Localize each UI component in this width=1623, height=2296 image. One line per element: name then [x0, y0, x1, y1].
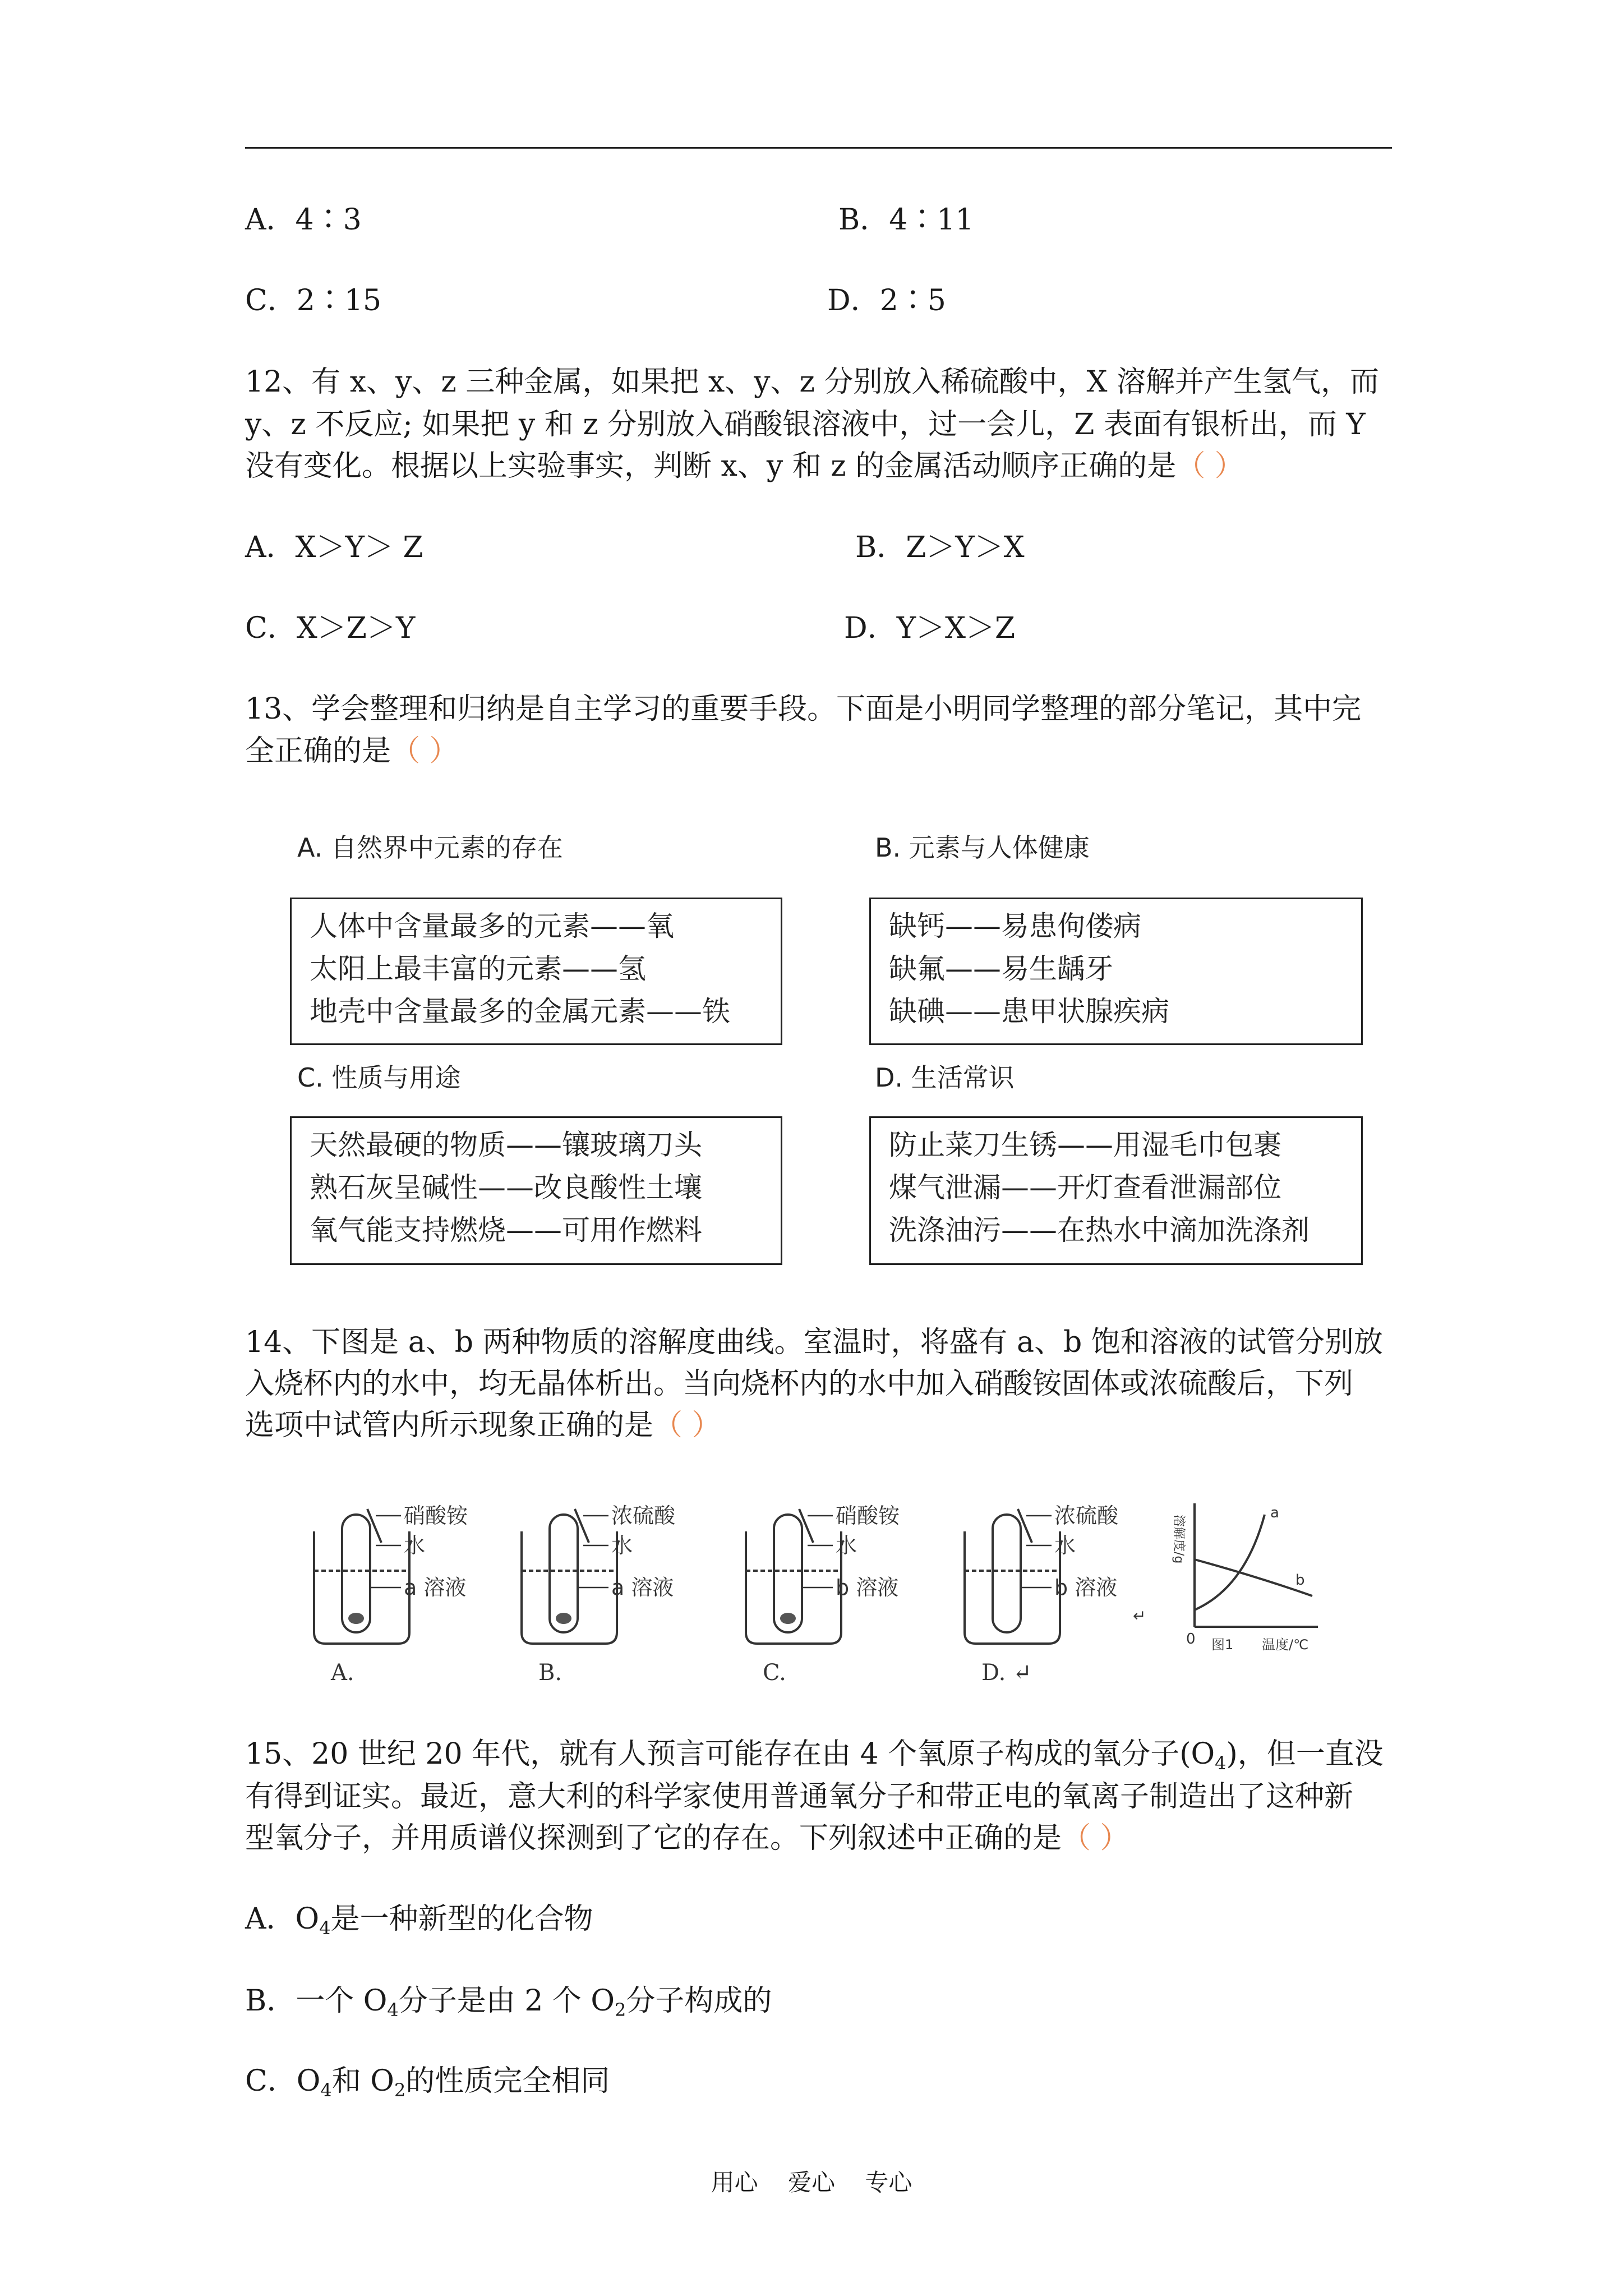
opt-text: 是一种新型的化合物: [330, 1902, 593, 1936]
box-b-line-2: 缺氟——易生龋牙: [889, 953, 1113, 985]
q13-box-b: [869, 898, 1363, 1045]
beaker-b-solution: a 溶液: [611, 1575, 674, 1600]
q11-option-c: C．2∶15: [245, 284, 382, 318]
beaker-c: [746, 1509, 841, 1644]
opt-text: C．O: [245, 2064, 321, 2098]
opt-text: 的性质完全相同: [405, 2064, 610, 2098]
box-a-line-3: 地壳中含量最多的金属元素——铁: [310, 995, 730, 1028]
crystal-blob-a: [348, 1613, 364, 1624]
q12-stem-text: 没有变化。根据以上实验事实，判断 x、y 和 z 的金属活动顺序正确的是: [245, 449, 1177, 483]
answer-parentheses: （ ）: [391, 734, 459, 768]
q12-option-b: B．Z＞Y＞X: [855, 531, 1025, 564]
beaker-a-solution: a 溶液: [404, 1575, 467, 1600]
q11-option-a: A．4∶3: [245, 203, 362, 237]
q12-option-d: D．Y＞X＞Z: [844, 611, 1016, 645]
graph-x-label: 温度/℃: [1262, 1637, 1309, 1653]
q12-stem-line-3: [245, 449, 1244, 483]
crystal-blob-c: [780, 1613, 796, 1624]
q12-option-c: C．X＞Z＞Y: [245, 611, 416, 645]
box-d-line-1: 防止菜刀生锈——用湿毛巾包裹: [889, 1129, 1281, 1161]
curve-b: [1195, 1559, 1312, 1596]
curve-b-label: b: [1295, 1572, 1305, 1589]
crystal-blob-b: [556, 1613, 571, 1624]
q13-box-a-title: A. 自然界中元素的存在: [297, 832, 563, 863]
beaker-d-solution: b 溶液: [1054, 1575, 1118, 1600]
q12-option-a: A．X＞Y＞ Z: [245, 531, 423, 564]
q13-box-d: [869, 1116, 1363, 1265]
beaker-c-caption: C.: [763, 1660, 786, 1686]
q11-option-d: D．2∶5: [827, 284, 946, 318]
box-b-line-3: 缺碘——患甲状腺疾病: [889, 995, 1169, 1028]
beaker-d-water: 水: [1054, 1533, 1076, 1558]
opt-text: 分子是由 2 个 O: [398, 1984, 615, 2018]
q13-box-b-title: B. 元素与人体健康: [875, 832, 1090, 863]
subscript: 2: [615, 1999, 626, 2021]
solubility-graph: [1195, 1503, 1318, 1627]
graph-caption: 图1: [1211, 1637, 1234, 1653]
q15-stem-text-b: )，但一直没: [1226, 1737, 1384, 1771]
box-a-line-1: 人体中含量最多的元素——氧: [310, 910, 674, 942]
q14-stem-line-1: 14、下图是 a、b 两种物质的溶解度曲线。室温时，将盛有 a、b 饱和溶液的试管分别放: [245, 1326, 1383, 1359]
q12-stem-line-2: y、z 不反应; 如果把 y 和 z 分别放入硝酸银溶液中，过一会儿，Z 表面有银析出，而 Y: [245, 408, 1366, 441]
q15-option-a: [245, 1902, 593, 1945]
q13-box-c-title: C. 性质与用途: [297, 1062, 461, 1093]
q13-box-c: [290, 1116, 782, 1265]
q11-option-b: B．4∶11: [838, 203, 974, 237]
box-a-line-2: 太阳上最丰富的元素——氢: [310, 953, 646, 985]
q12-stem-line-1: 12、有 x、y、z 三种金属，如果把 x、y、z 分别放入稀硫酸中，X 溶解并产生氢气，而: [245, 365, 1380, 399]
answer-parentheses: （ ）: [1176, 449, 1244, 483]
q15-stem-text: 型氧分子，并用质谱仪探测到了它的存在。下列叙述中正确的是: [245, 1821, 1062, 1855]
beaker-a-water: 水: [404, 1533, 426, 1558]
answer-parentheses: （ ）: [653, 1409, 721, 1442]
beaker-b-reagent: 浓硫酸: [611, 1503, 676, 1528]
opt-text: 和 O: [331, 2064, 394, 2098]
q15-stem-line-3: [245, 1821, 1129, 1855]
q15-stem-line-2: 有得到证实。最近，意大利的科学家使用普通氧分子和带正电的氧离子制造出了这种新: [245, 1780, 1354, 1814]
beaker-b-caption: B.: [538, 1660, 562, 1686]
beaker-b: [522, 1509, 617, 1644]
beaker-c-solution: b 溶液: [836, 1575, 899, 1600]
q13-stem-text: 全正确的是: [245, 734, 391, 768]
opt-text: A．O: [245, 1902, 320, 1936]
answer-parentheses: （ ）: [1062, 1821, 1129, 1855]
subscript: 4: [1215, 1752, 1227, 1774]
opt-text: B．一个 O: [245, 1984, 388, 2018]
q13-box-d-title: D. 生活常识: [875, 1062, 1015, 1093]
graph-y-label: 溶解度/g: [1172, 1515, 1186, 1564]
beaker-a-reagent: 硝酸铵: [404, 1503, 468, 1528]
q15-stem-line-1: [245, 1737, 1384, 1780]
beaker-a: [314, 1509, 409, 1644]
graph-origin: 0: [1186, 1631, 1196, 1648]
header-rule: [245, 147, 1392, 149]
opt-text: 分子构成的: [626, 1984, 772, 2018]
box-d-line-3: 洗涤油污——在热水中滴加洗涤剂: [889, 1214, 1310, 1246]
q15-stem-text-a: 15、20 世纪 20 年代，就有人预言可能存在由 4 个氧原子构成的氧分子(O: [245, 1737, 1215, 1771]
subscript: 2: [394, 2079, 406, 2101]
q13-box-a: [290, 898, 782, 1045]
q13-stem-line-1: 13、学会整理和归纳是自主学习的重要手段。下面是小明同学整理的部分笔记，其中完: [245, 692, 1362, 726]
subscript: 4: [319, 1917, 331, 1939]
q14-figure: [292, 1492, 1329, 1694]
box-c-line-2: 熟石灰呈碱性——改良酸性土壤: [310, 1171, 702, 1204]
subscript: 4: [320, 2079, 332, 2101]
q15-option-c: [245, 2064, 610, 2107]
q14-stem-line-3: [245, 1409, 721, 1442]
q15-option-b: [245, 1984, 772, 2027]
q13-stem-line-2: [245, 734, 459, 768]
q14-stem-text: 选项中试管内所示现象正确的是: [245, 1409, 654, 1442]
beaker-d-reagent: 浓硫酸: [1054, 1503, 1119, 1528]
beaker-c-water: 水: [836, 1533, 857, 1558]
box-b-line-1: 缺钙——易患佝偻病: [889, 910, 1141, 942]
beaker-d-caption: D. ↵: [981, 1660, 1032, 1686]
box-d-line-2: 煤气泄漏——开灯查看泄漏部位: [889, 1171, 1281, 1204]
box-c-line-3: 氧气能支持燃烧——可用作燃料: [310, 1214, 702, 1246]
subscript: 4: [387, 1999, 399, 2021]
return-mark: ↵: [1133, 1607, 1146, 1625]
q14-stem-line-2: 入烧杯内的水中，均无晶体析出。当向烧杯内的水中加入硝酸铵固体或浓硫酸后，下列: [245, 1367, 1354, 1401]
curve-a-label: a: [1270, 1504, 1279, 1521]
beaker-b-water: 水: [611, 1533, 633, 1558]
beaker-a-caption: A.: [331, 1660, 354, 1686]
beaker-d: [965, 1509, 1060, 1644]
box-c-line-1: 天然最硬的物质——镶玻璃刀头: [310, 1129, 702, 1161]
page-footer: 用心 爱心 专心: [711, 2169, 912, 2196]
beaker-c-reagent: 硝酸铵: [836, 1503, 900, 1528]
